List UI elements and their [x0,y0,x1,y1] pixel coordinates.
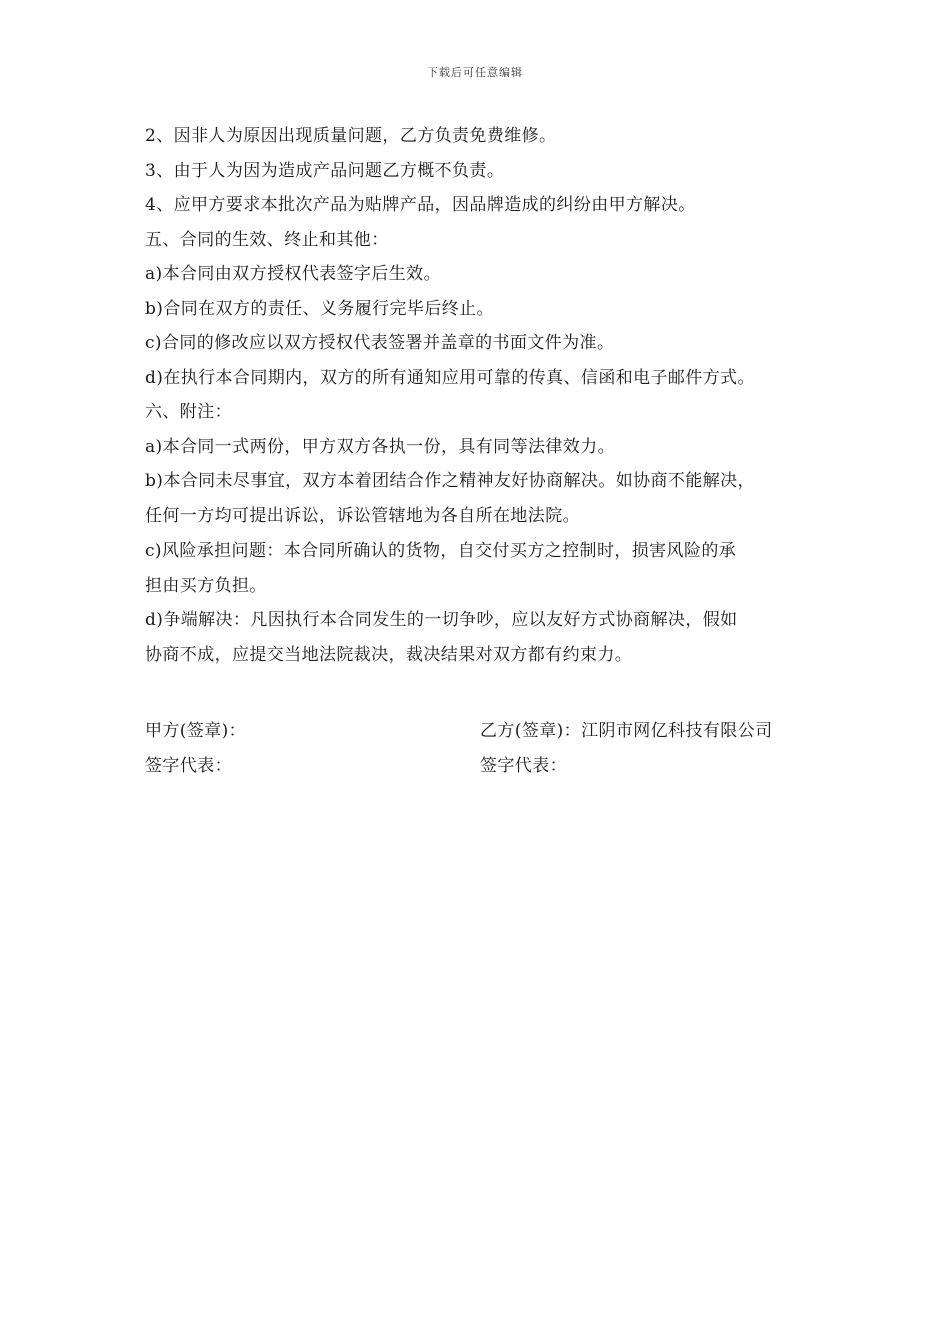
party-b-representative-label: 签字代表： [480,756,567,776]
clause-line: d)争端解决：凡因执行本合同发生的一切争吵，应以友好方式协商解决，假如 [145,610,738,630]
page-header: 下载后可任意编辑 [427,66,523,79]
section-heading: 六、附注： [145,402,232,422]
signature-row-seal [145,719,815,754]
party-a-seal-label: 甲方(签章)： [145,721,247,741]
clause-line: 2、因非人为原因出现质量问题，乙方负责免费维修。 [145,126,557,146]
party-b-seal-label: 乙方(签章)：江阴市网亿科技有限公司 [480,721,773,741]
section-heading: 五、合同的生效、终止和其他： [145,229,389,250]
clause-line: 3、由于人为因为造成产品问题乙方概不负责。 [145,160,505,181]
clause-line-continued: 任何一方均可提出诉讼，诉讼管辖地为各自所在地法院。 [145,506,580,526]
clause-line-continued: 担由买方负担。 [145,575,267,596]
party-a-representative-label: 签字代表： [145,756,232,776]
clause-line: d)在执行本合同期内，双方的所有通知应用可靠的传真、信函和电子邮件方式。 [145,367,755,388]
clause-line: a)本合同一式两份，甲方双方各执一份，具有同等法律效力。 [145,436,615,457]
clause-line: c)合同的修改应以双方授权代表签署并盖章的书面文件为准。 [145,333,615,353]
signature-block [145,719,815,789]
signature-row-representative [145,754,815,789]
contract-body [145,124,815,678]
clause-line: a)本合同由双方授权代表签字后生效。 [145,264,441,284]
clause-line: b)合同在双方的责任、义务履行完毕后终止。 [145,298,494,319]
clause-line: c)风险承担问题：本合同所确认的货物，自交付买方之控制时，损害风险的承 [145,540,737,561]
clause-line: b)本合同未尽事宜，双方本着团结合作之精神友好协商解决。如协商不能解决， [145,471,755,491]
clause-line: 4、应甲方要求本批次产品为贴牌产品，因品牌造成的纠纷由甲方解决。 [145,195,696,215]
clause-line-continued: 协商不成，应提交当地法院裁决，裁决结果对双方都有约束力。 [145,645,633,665]
